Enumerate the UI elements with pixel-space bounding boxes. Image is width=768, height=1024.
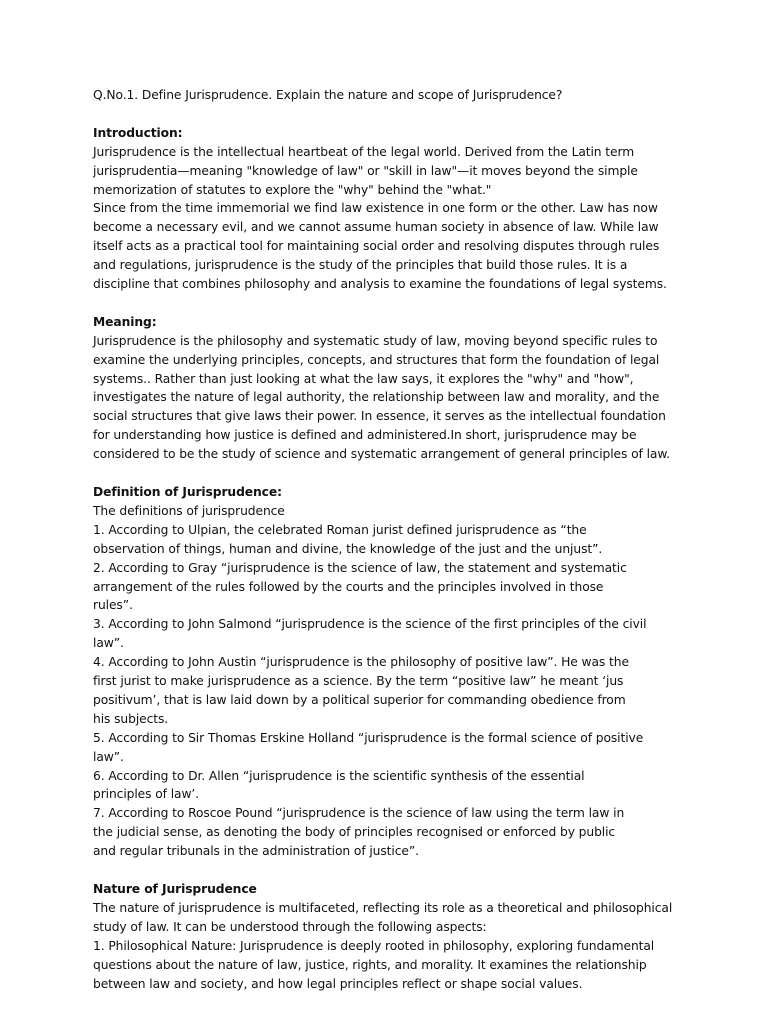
definition-line: law”. <box>93 749 124 764</box>
introduction-heading: Introduction: <box>93 125 183 140</box>
definition-line: 7. According to Roscoe Pound “jurisprudence is the science of law using the term law in <box>93 806 625 821</box>
introduction-line: Since from the time immemorial we find law existence in one form or the other. Law has now <box>93 201 658 216</box>
introduction-line: memorization of statutes to explore the "why" behind the "what." <box>93 182 492 197</box>
meaning-line: systems.. Rather than just looking at what the law says, it explores the "why" and "how", <box>93 371 634 386</box>
meaning-line: Jurisprudence is the philosophy and systematic study of law, moving beyond specific rules to <box>93 333 658 348</box>
introduction-line: discipline that combines philosophy and analysis to examine the foundations of legal systems. <box>93 277 667 292</box>
introduction-line: and regulations, jurisprudence is the study of the principles that build those rules. It is a <box>93 258 628 273</box>
nature-line: questions about the nature of law, justice, rights, and morality. It examines the relationship <box>93 957 647 972</box>
definition-line: rules”. <box>93 598 133 613</box>
definition-line: principles of law’. <box>93 787 200 802</box>
definition-line: arrangement of the rules followed by the courts and the principles involved in those <box>93 579 604 594</box>
definition-line: observation of things, human and divine, the knowledge of the just and the unjust”. <box>93 541 603 556</box>
definition-line: 4. According to John Austin “jurisprudence is the philosophy of positive law”. He was the <box>93 655 629 670</box>
introduction-line: itself acts as a practical tool for maintaining social order and resolving disputes through rules <box>93 239 660 254</box>
meaning-line: examine the underlying principles, concepts, and structures that form the foundation of legal <box>93 352 660 367</box>
spacer <box>93 464 693 483</box>
nature-line: 1. Philosophical Nature: Jurisprudence is deeply rooted in philosophy, exploring fundamental <box>93 938 655 953</box>
definition-line: 2. According to Gray “jurisprudence is the science of law, the statement and systematic <box>93 560 627 575</box>
nature-line: study of law. It can be understood through the following aspects: <box>93 919 487 934</box>
definition-line: 3. According to John Salmond “jurisprudence is the science of the first principles of the civil <box>93 617 647 632</box>
definition-line: first jurist to make jurisprudence as a science. By the term “positive law” he meant ‘jus <box>93 674 624 689</box>
nature-line: The nature of jurisprudence is multifaceted, reflecting its role as a theoretical and philosophical <box>93 900 673 915</box>
meaning-line: social structures that give laws their power. In essence, it serves as the intellectual foundation <box>93 409 666 424</box>
meaning-line: investigates the nature of legal authority, the relationship between law and morality, and the <box>93 390 660 405</box>
definition-line: 1. According to Ulpian, the celebrated Roman jurist defined jurisprudence as “the <box>93 522 587 537</box>
definition-line: 5. According to Sir Thomas Erskine Holland “jurisprudence is the formal science of positive <box>93 730 644 745</box>
meaning-heading: Meaning: <box>93 314 157 329</box>
nature-heading: Nature of Jurisprudence <box>93 882 257 896</box>
definition-heading: Definition of Jurisprudence: <box>93 484 282 499</box>
document-page <box>93 86 693 993</box>
definition-line: positivum’, that is law laid down by a political superior for commanding obedience from <box>93 692 626 707</box>
definition-line: law”. <box>93 636 124 651</box>
nature-line: between law and society, and how legal principles reflect or shape social values. <box>93 976 583 991</box>
definition-line: The definitions of jurisprudence <box>93 503 285 518</box>
introduction-line: become a necessary evil, and we cannot assume human society in absence of law. While law <box>93 220 659 235</box>
spacer <box>93 294 693 313</box>
question-title: Q.No.1. Define Jurisprudence. Explain the nature and scope of Jurisprudence? <box>93 88 563 102</box>
definition-line: his subjects. <box>93 711 169 726</box>
definition-line: 6. According to Dr. Allen “jurisprudence is the scientific synthesis of the essential <box>93 768 585 783</box>
definition-line: and regular tribunals in the administration of justice”. <box>93 844 419 859</box>
spacer <box>93 105 693 124</box>
spacer <box>93 861 693 880</box>
introduction-line: jurisprudentia—meaning "knowledge of law" or "skill in law"—it moves beyond the simple <box>93 163 638 178</box>
meaning-line: for understanding how justice is defined and administered.In short, jurisprudence may be <box>93 428 637 443</box>
meaning-line: considered to be the study of science and systematic arrangement of general principles of law. <box>93 447 670 462</box>
introduction-line: Jurisprudence is the intellectual heartbeat of the legal world. Derived from the Latin term <box>93 144 635 159</box>
definition-line: the judicial sense, as denoting the body of principles recognised or enforced by public <box>93 825 616 840</box>
